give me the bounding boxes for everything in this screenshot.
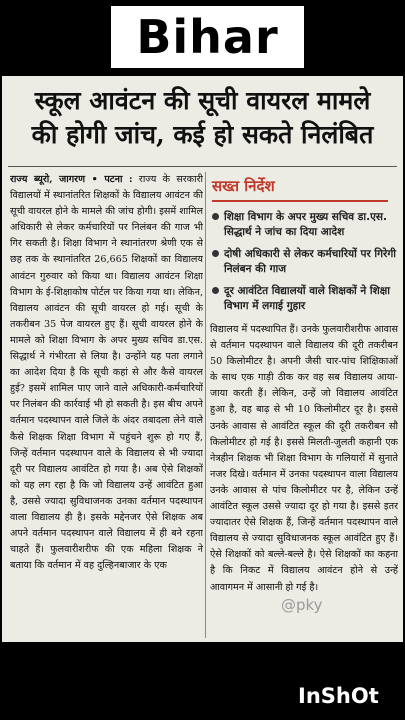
article-left-column [10,172,203,638]
bullet-dot-icon [212,250,219,257]
watermark: @pky [281,596,323,614]
headline-line-2: की होगी जांच, कई हो सकते निलंबित [31,120,374,149]
title-banner [111,6,304,68]
bullet-dot-icon [212,213,219,220]
app-logo: InShOt [298,684,379,708]
article-right-text: विद्यालय में पदस्थापित हैं। उनके फुलवारीशरीफ आवास से वर्तमान पदस्थापन वाले विद्यालय की दूरी तकरीबन 50 किलोमीटर है। अपनी जैसी चार-पांच शिक्षिकाओं के साथ एक गाड़ी ठीक कर वह सब विद्यालय आया-जाया करती हैं। लेकिन, उन्हें जो विद्यालय आवंटित हुआ है, वह बाढ़ से भी 10 किलोमीटर दूर है। इससे उनके आवास से आवंटित स्कूल की दूरी तकरीबन सौ किलोमीटर हो गई है। इससे मिलती-जुलती कहानी एक नेत्रहीन शिक्षक भी शिक्षा विभाग के गलियारों में सुनाते नजर दिखे। वर्तमान में उनका पदस्थापन वाला विद्यालय उनके आवास से पांच किलोमीटर पर है, लेकिन उन्हें आवंटित स्कूल उससे ज्यादा दूर हो गया है। इससे इतर ज्यादातर ऐसे शिक्षक हैं, जिन्हें वर्तमान पदस्थापन वाले विद्यालय से ज्यादा सुविधाजनक स्कूल आवंटित हुए हैं। ऐसे शिक्षकों को बल्ले-बल्ले है। ऐसे शिक्षकों का कहना है कि निकट में विद्यालय आवंटन होने से उन्हें आवागमन में आसानी हो गई है। [210,324,398,593]
banner-title: Bihar [136,10,279,64]
sidebar-bullet-text: दोषी अधिकारी से लेकर कर्मचारियों पर गिरेगी निलंबन की गाज [224,247,396,275]
sidebar-bullet-text: शिक्षा विभाग के अपर मुख्य सचिव डा.एस. सिद्धार्थ ने जांच का दिया आदेश [224,210,388,238]
headline-divider [8,166,397,167]
dateline: राज्य ब्यूरो, जागरण • पटना : [10,174,133,185]
bullet-dot-icon [212,287,219,294]
headline [8,84,397,152]
column-divider [205,172,206,638]
sidebar-bullet [210,284,398,314]
article-right-column [210,172,398,593]
sidebar-bullet [210,247,398,277]
newspaper-clipping [2,76,403,642]
sidebar-bullet-text: दूर आवंटित विद्यालयों वाले शिक्षकों ने शिक्षा विभाग में लगाई गुहार [224,284,390,312]
sidebar-title: सख्त निर्देश [212,176,398,202]
headline-line-1: स्कूल आवंटन की सूची वायरल मामले [34,86,371,115]
sidebar-bullet [210,210,398,240]
article-left-text: राज्य के सरकारी विद्यालयों में स्थानांतरित शिक्षकों के विद्यालय आवंटन की सूची वायरल होने के मामले की जांच होगी। इसमें शामिल अधिकारी से लेकर कर्मचारियों पर निलंबन की गाज भी गिर सकती है। शिक्षा विभाग ने स्थानांतरण श्रेणी एक से छह तक के स्थानांतरित 26,665 शिक्षकों का विद्यालय आवंटन गुरुवार को किया था। विद्यालय आवंटन शिक्षा विभाग के ई-शिक्षाकोष पोर्टल पर किया गया था। लेकिन, विद्यालय आवंटन की सूची वायरल हो गई। सूची के तकरीबन 35 पेज वायरल हुए हैं। सूची वायरल होने के मामले को शिक्षा विभाग के अपर मुख्य सचिव डा.एस. सिद्धार्थ ने गंभीरता से लिया है। उन्होंने यह पता लगाने का आदेश दिया है कि सूची कहां से और कैसे वायरल हुई? इसमें शामिल पाए जाने वाले अधिकारी-कर्मचारियों पर निलंबन की कार्रवाई भी हो सकती है। इस बीच अपने वर्तमान पदस्थापन वाले जिले के अंदर तबादला लेने वाले कैसे शिक्षक शिक्षा विभाग में पहुंचने शुरू हो गए हैं, जिन्हें वर्तमान पदस्थापन वाले के विद्यालय से भी ज्यादा दूरी पर विद्यालय आवंटित हो गया है। अब ऐसे शिक्षकों को यह लग रहा है कि जो विद्यालय उन्हें आवंटित हुआ है, उससे ज्यादा सुविधाजनक उनका वर्तमान पदस्थापन वाला विद्यालय ही है। इसके मद्देनजर ऐसे शिक्षक अब अपने वर्तमान पदस्थापन वाले विद्यालय में ही बने रहना चाहते हैं। फुलवारीशरीफ की एक महिला शिक्षक ने बताया कि वर्तमान में वह दुल्हिनबाजार के एक [10,174,203,572]
